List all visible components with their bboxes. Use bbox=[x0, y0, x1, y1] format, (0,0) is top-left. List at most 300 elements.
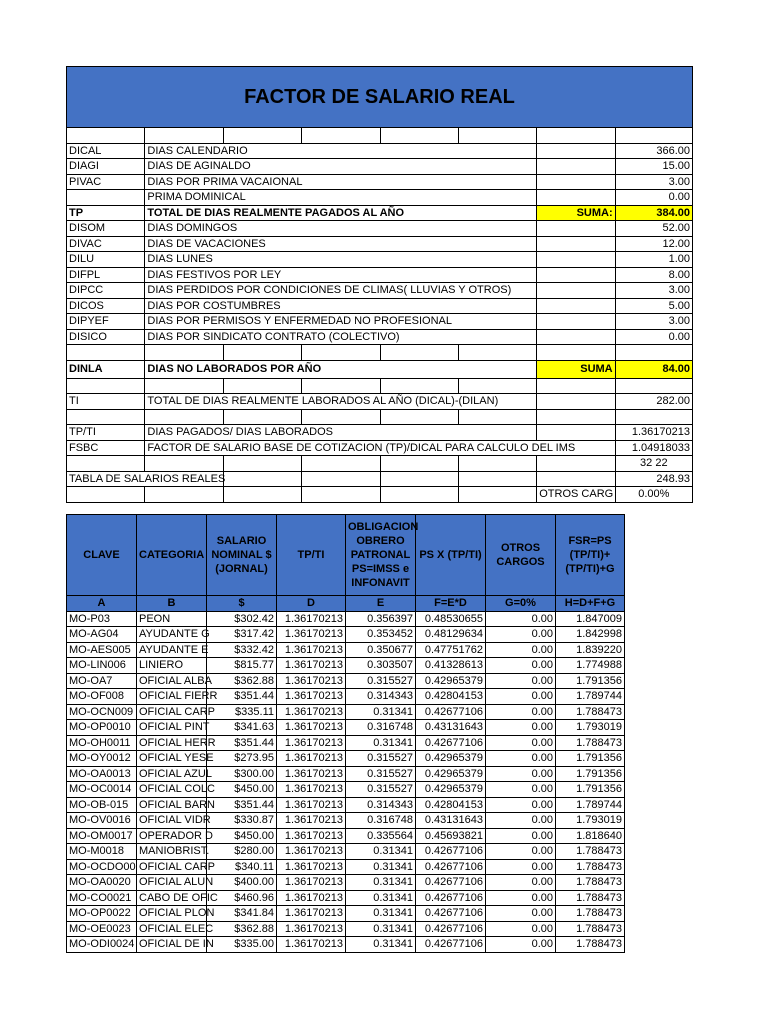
table-cell: MO-OF008 bbox=[67, 689, 137, 705]
table-cell: MO-CO0021 bbox=[67, 890, 137, 906]
table-cell: MO-OV0016 bbox=[67, 813, 137, 829]
table-cell: $400.00 bbox=[207, 875, 277, 891]
table-cell: MO-OCDO00 bbox=[67, 859, 137, 875]
table-cell: 1.793019 bbox=[556, 813, 625, 829]
otros-label: OTROS CARG bbox=[537, 487, 615, 503]
table-row bbox=[67, 642, 625, 658]
spacer-row bbox=[67, 345, 693, 361]
table-cell: 0.00 bbox=[486, 735, 556, 751]
table-cell: 1.791356 bbox=[556, 673, 625, 689]
extra2-value: 248.93 bbox=[615, 471, 692, 487]
table-cell: 0.42677106 bbox=[416, 844, 486, 860]
factor-desc: DIAS CALENDARIO bbox=[145, 143, 537, 159]
table-cell: 1.788473 bbox=[556, 921, 625, 937]
table-cell: 1.36170213 bbox=[277, 751, 346, 767]
spacer-row bbox=[67, 409, 693, 425]
table-cell: 1.788473 bbox=[556, 875, 625, 891]
table-cell: 0.42677106 bbox=[416, 906, 486, 922]
table-cell: 0.42677106 bbox=[416, 735, 486, 751]
tpti-row bbox=[67, 425, 693, 441]
table-cell: 0.00 bbox=[486, 658, 556, 674]
factor-value: 3.00 bbox=[615, 174, 692, 190]
table-cell: 0.316748 bbox=[346, 720, 416, 736]
table-cell: MO-OC0014 bbox=[67, 782, 137, 798]
table-row bbox=[67, 720, 625, 736]
table-cell: 1.36170213 bbox=[277, 828, 346, 844]
factor-row bbox=[67, 252, 693, 268]
table-cell: 0.31341 bbox=[346, 875, 416, 891]
table-cell: 0.00 bbox=[486, 859, 556, 875]
table-cell: 0.315527 bbox=[346, 751, 416, 767]
table-cell: OFICIAL CARP bbox=[137, 704, 207, 720]
table-cell: $317.42 bbox=[207, 627, 277, 643]
factor-value: 12.00 bbox=[615, 236, 692, 252]
table-row bbox=[67, 890, 625, 906]
factor-value: 0.00 bbox=[615, 190, 692, 206]
factor-desc: DIAS POR COSTUMBRES bbox=[145, 298, 537, 314]
factor-code: DICAL bbox=[67, 143, 145, 159]
column-header: OTROS CARGOS bbox=[486, 515, 556, 596]
table-cell: OFICIAL HERR bbox=[137, 735, 207, 751]
table-cell: $302.42 bbox=[207, 611, 277, 627]
factor-desc: DIAS FESTIVOS POR LEY bbox=[145, 267, 537, 283]
table-cell: 0.00 bbox=[486, 937, 556, 953]
table-row bbox=[67, 844, 625, 860]
table-cell: 1.788473 bbox=[556, 890, 625, 906]
table-cell: 1.36170213 bbox=[277, 735, 346, 751]
table-row bbox=[67, 766, 625, 782]
table-cell: 1.36170213 bbox=[277, 875, 346, 891]
factor-value: 3.00 bbox=[615, 314, 692, 330]
dinla-label: SUMA bbox=[537, 360, 615, 378]
table-row bbox=[67, 735, 625, 751]
table-cell: 0.00 bbox=[486, 890, 556, 906]
column-header: OBLIGACION OBRERO PATRONAL PS=IMSS e INFONAVIT bbox=[346, 515, 416, 596]
table-cell: MO-OA0020 bbox=[67, 875, 137, 891]
table-cell: 1.36170213 bbox=[277, 720, 346, 736]
table-cell: $341.63 bbox=[207, 720, 277, 736]
salary-table-wrap bbox=[66, 514, 625, 953]
factor-value: 15.00 bbox=[615, 159, 692, 175]
table-cell: 0.314343 bbox=[346, 797, 416, 813]
table-row bbox=[67, 627, 625, 643]
table-cell: OFICIAL ELEC bbox=[137, 921, 207, 937]
table-cell: MO-OA7 bbox=[67, 673, 137, 689]
table-row bbox=[67, 658, 625, 674]
factor-value: 1.00 bbox=[615, 252, 692, 268]
table-row bbox=[67, 689, 625, 705]
table-cell: OFICIAL PINT bbox=[137, 720, 207, 736]
column-letter: A bbox=[67, 596, 137, 612]
table-cell: 0.00 bbox=[486, 813, 556, 829]
table-cell: MO-M0018 bbox=[67, 844, 137, 860]
table-cell: MO-OM0017 bbox=[67, 828, 137, 844]
factor-desc: DIAS LUNES bbox=[145, 252, 537, 268]
table-row bbox=[67, 751, 625, 767]
table-cell: $335.00 bbox=[207, 937, 277, 953]
table-cell: $300.00 bbox=[207, 766, 277, 782]
table-cell: 1.788473 bbox=[556, 704, 625, 720]
factor-row bbox=[67, 314, 693, 330]
table-cell: 1.36170213 bbox=[277, 689, 346, 705]
ti-desc: TOTAL DE DIAS REALMENTE LABORADOS AL AÑO (DICAL)-(DILAN) bbox=[145, 394, 537, 410]
table-cell: 0.42677106 bbox=[416, 890, 486, 906]
table-cell: 0.45693821 bbox=[416, 828, 486, 844]
table-row bbox=[67, 859, 625, 875]
factor-row bbox=[67, 143, 693, 159]
table-cell: 1.36170213 bbox=[277, 937, 346, 953]
table-cell: 1.36170213 bbox=[277, 642, 346, 658]
table-row bbox=[67, 704, 625, 720]
table-cell: MO-OY0012 bbox=[67, 751, 137, 767]
tpti-value: 1.36170213 bbox=[615, 425, 692, 441]
table-cell: 1.36170213 bbox=[277, 813, 346, 829]
factor-sum-label: SUMA: bbox=[537, 205, 615, 221]
table-cell: $815.77 bbox=[207, 658, 277, 674]
table-cell: 1.36170213 bbox=[277, 906, 346, 922]
table-cell: 0.00 bbox=[486, 751, 556, 767]
table-cell: OFICIAL COLC bbox=[137, 782, 207, 798]
table-cell: OFICIAL AZUL bbox=[137, 766, 207, 782]
table-cell: 0.48530655 bbox=[416, 611, 486, 627]
ti-code: TI bbox=[67, 394, 145, 410]
factor-row bbox=[67, 159, 693, 175]
factor-row bbox=[67, 329, 693, 345]
table-row bbox=[67, 828, 625, 844]
salary-body bbox=[67, 611, 625, 952]
table-cell: 1.791356 bbox=[556, 751, 625, 767]
table-cell: MO-AES005 bbox=[67, 642, 137, 658]
table-row bbox=[67, 673, 625, 689]
table-cell: OFICIAL YESE bbox=[137, 751, 207, 767]
table-cell: 0.42677106 bbox=[416, 921, 486, 937]
table-cell: 0.41328613 bbox=[416, 658, 486, 674]
table-cell: 0.356397 bbox=[346, 611, 416, 627]
factor-row bbox=[67, 236, 693, 252]
table-cell: $351.44 bbox=[207, 689, 277, 705]
table-row bbox=[67, 921, 625, 937]
factor-code: DIAGI bbox=[67, 159, 145, 175]
table-cell: 0.315527 bbox=[346, 782, 416, 798]
table-cell: $362.88 bbox=[207, 673, 277, 689]
spacer-row bbox=[67, 378, 693, 394]
column-letter: F=E*D bbox=[416, 596, 486, 612]
table-cell: 0.00 bbox=[486, 689, 556, 705]
table-cell: 0.48129634 bbox=[416, 627, 486, 643]
table-cell: 0.31341 bbox=[346, 906, 416, 922]
table-cell: 0.00 bbox=[486, 720, 556, 736]
table-cell: $450.00 bbox=[207, 828, 277, 844]
factor-code: TP bbox=[67, 205, 145, 221]
table-cell: $340.11 bbox=[207, 859, 277, 875]
table-cell: 0.350677 bbox=[346, 642, 416, 658]
table-cell: 0.42965379 bbox=[416, 766, 486, 782]
table-row bbox=[67, 906, 625, 922]
table-cell: 1.36170213 bbox=[277, 782, 346, 798]
dinla-desc: DIAS NO LABORADOS POR AÑO bbox=[145, 360, 537, 378]
column-header: PS X (TP/TI) bbox=[416, 515, 486, 596]
table-cell: $351.44 bbox=[207, 735, 277, 751]
table-cell: 0.00 bbox=[486, 673, 556, 689]
table-cell: OPERADOR D bbox=[137, 828, 207, 844]
factor-code: DICOS bbox=[67, 298, 145, 314]
column-header: FSR=PS (TP/TI)+(TP/TI)+G bbox=[556, 515, 625, 596]
table-cell: OFICIAL CARP bbox=[137, 859, 207, 875]
table-cell: 0.315527 bbox=[346, 766, 416, 782]
table-cell: 0.00 bbox=[486, 921, 556, 937]
table-cell: 1.36170213 bbox=[277, 844, 346, 860]
table-cell: 0.42677106 bbox=[416, 875, 486, 891]
table-cell: 0.00 bbox=[486, 782, 556, 798]
table-cell: OFICIAL ALBA bbox=[137, 673, 207, 689]
dinla-code: DINLA bbox=[67, 360, 145, 378]
table-cell: MO-OP0022 bbox=[67, 906, 137, 922]
table-cell: $460.96 bbox=[207, 890, 277, 906]
table-cell: MO-OE0023 bbox=[67, 921, 137, 937]
factor-desc: DIAS PERDIDOS POR CONDICIONES DE CLIMAS( LLUVIAS Y OTROS) bbox=[145, 283, 537, 299]
table-cell: OFICIAL PLON bbox=[137, 906, 207, 922]
factor-value: 366.00 bbox=[615, 143, 692, 159]
table-cell: OFICIAL BARN bbox=[137, 797, 207, 813]
fsbc-desc: FACTOR DE SALARIO BASE DE COTIZACION (TP)/DICAL PARA CALCULO DEL IMS bbox=[145, 440, 615, 456]
table-cell: MO-OA0013 bbox=[67, 766, 137, 782]
table-cell: 0.31341 bbox=[346, 735, 416, 751]
factor-desc: DIAS POR PERMISOS Y ENFERMEDAD NO PROFESIONAL bbox=[145, 314, 537, 330]
otros-row bbox=[67, 487, 693, 503]
tabla-label: TABLA DE SALARIOS REALES bbox=[67, 471, 224, 487]
table-row bbox=[67, 611, 625, 627]
factor-row bbox=[67, 267, 693, 283]
tabla-row bbox=[67, 471, 693, 487]
factor-table bbox=[66, 66, 693, 503]
table-cell: 1.36170213 bbox=[277, 704, 346, 720]
table-cell: 1.36170213 bbox=[277, 627, 346, 643]
table-cell: 0.00 bbox=[486, 797, 556, 813]
otros-value: 0.00% bbox=[615, 487, 692, 503]
factor-value: 5.00 bbox=[615, 298, 692, 314]
extra1-row bbox=[67, 456, 693, 472]
factor-value: 3.00 bbox=[615, 283, 692, 299]
table-cell: 1.789744 bbox=[556, 797, 625, 813]
factor-code: DIFPL bbox=[67, 267, 145, 283]
column-letter: E bbox=[346, 596, 416, 612]
ti-row bbox=[67, 394, 693, 410]
table-cell: $335.11 bbox=[207, 704, 277, 720]
table-cell: 1.791356 bbox=[556, 766, 625, 782]
table-cell: 0.00 bbox=[486, 828, 556, 844]
column-letter: H=D+F+G bbox=[556, 596, 625, 612]
table-cell: 1.36170213 bbox=[277, 890, 346, 906]
table-cell: 1.36170213 bbox=[277, 673, 346, 689]
table-cell: 0.47751762 bbox=[416, 642, 486, 658]
table-cell: 0.31341 bbox=[346, 921, 416, 937]
factor-row bbox=[67, 221, 693, 237]
salary-letters-row bbox=[67, 596, 625, 612]
factor-code: DIPYEF bbox=[67, 314, 145, 330]
table-cell: OFICIAL VIDR bbox=[137, 813, 207, 829]
factor-row bbox=[67, 190, 693, 206]
table-cell: 1.847009 bbox=[556, 611, 625, 627]
table-cell: OFICIAL DE IN bbox=[137, 937, 207, 953]
table-cell: 0.42965379 bbox=[416, 751, 486, 767]
factor-desc: PRIMA DOMINICAL bbox=[145, 190, 537, 206]
table-cell: 0.42965379 bbox=[416, 782, 486, 798]
table-cell: 0.31341 bbox=[346, 937, 416, 953]
table-cell: $332.42 bbox=[207, 642, 277, 658]
column-header: TP/TI bbox=[277, 515, 346, 596]
table-cell: 1.788473 bbox=[556, 859, 625, 875]
table-cell: 0.00 bbox=[486, 906, 556, 922]
table-cell: 0.303507 bbox=[346, 658, 416, 674]
spacer-row bbox=[67, 128, 693, 144]
table-cell: PEON bbox=[137, 611, 207, 627]
table-cell: 0.42804153 bbox=[416, 797, 486, 813]
factor-row bbox=[67, 205, 693, 221]
factor-code: PIVAC bbox=[67, 174, 145, 190]
dinla-row bbox=[67, 360, 693, 378]
table-cell: 1.774988 bbox=[556, 658, 625, 674]
table-cell: 1.788473 bbox=[556, 906, 625, 922]
table-row bbox=[67, 875, 625, 891]
table-cell: 1.36170213 bbox=[277, 658, 346, 674]
table-cell: 0.335564 bbox=[346, 828, 416, 844]
factor-desc: DIAS DOMINGOS bbox=[145, 221, 537, 237]
table-cell: 1.36170213 bbox=[277, 859, 346, 875]
table-cell: 0.314343 bbox=[346, 689, 416, 705]
page-title: FACTOR DE SALARIO REAL bbox=[67, 67, 693, 128]
column-header: CATEGORIA bbox=[137, 515, 207, 596]
factor-row bbox=[67, 298, 693, 314]
table-cell: MO-OH0011 bbox=[67, 735, 137, 751]
table-cell: 0.00 bbox=[486, 766, 556, 782]
salary-header-row bbox=[67, 515, 625, 596]
column-header: SALARIO NOMINAL $ (JORNAL) bbox=[207, 515, 277, 596]
factor-desc: DIAS DE VACACIONES bbox=[145, 236, 537, 252]
column-header: CLAVE bbox=[67, 515, 137, 596]
factor-code: DIPCC bbox=[67, 283, 145, 299]
table-cell: 1.818640 bbox=[556, 828, 625, 844]
table-cell: 0.42804153 bbox=[416, 689, 486, 705]
factor-desc: DIAS POR PRIMA VACAIONAL bbox=[145, 174, 537, 190]
table-row bbox=[67, 797, 625, 813]
table-cell: $341.84 bbox=[207, 906, 277, 922]
table-cell: 1.842998 bbox=[556, 627, 625, 643]
factor-code bbox=[67, 190, 145, 206]
ti-value: 282.00 bbox=[615, 394, 692, 410]
table-cell: MO-OB-015 bbox=[67, 797, 137, 813]
factor-code: DIVAC bbox=[67, 236, 145, 252]
table-cell: 1.788473 bbox=[556, 844, 625, 860]
table-cell: $330.87 bbox=[207, 813, 277, 829]
column-letter: G=0% bbox=[486, 596, 556, 612]
table-cell: $362.88 bbox=[207, 921, 277, 937]
table-cell: 1.36170213 bbox=[277, 611, 346, 627]
table-cell: 0.31341 bbox=[346, 704, 416, 720]
table-cell: MANIOBRIST. bbox=[137, 844, 207, 860]
table-cell: 1.788473 bbox=[556, 735, 625, 751]
column-letter: D bbox=[277, 596, 346, 612]
table-cell: OFICIAL FIERR bbox=[137, 689, 207, 705]
table-cell: AYUDANTE G bbox=[137, 627, 207, 643]
column-letter: B bbox=[137, 596, 207, 612]
table-row bbox=[67, 937, 625, 953]
factor-code: DISOM bbox=[67, 221, 145, 237]
factor-desc: DIAS POR SINDICATO CONTRATO (COLECTIVO) bbox=[145, 329, 537, 345]
table-cell: 0.316748 bbox=[346, 813, 416, 829]
table-cell: 0.42677106 bbox=[416, 704, 486, 720]
factor-value: 8.00 bbox=[615, 267, 692, 283]
fsbc-row bbox=[67, 440, 693, 456]
table-cell: OFICIAL ALUN bbox=[137, 875, 207, 891]
table-cell: 1.793019 bbox=[556, 720, 625, 736]
table-cell: 0.31341 bbox=[346, 844, 416, 860]
table-cell: $351.44 bbox=[207, 797, 277, 813]
table-cell: CABO DE OFIC bbox=[137, 890, 207, 906]
table-cell: 0.43131643 bbox=[416, 813, 486, 829]
table-cell: $450.00 bbox=[207, 782, 277, 798]
table-cell: 1.839220 bbox=[556, 642, 625, 658]
table-cell: MO-OCN009 bbox=[67, 704, 137, 720]
table-cell: 1.36170213 bbox=[277, 766, 346, 782]
tpti-code: TP/TI bbox=[67, 425, 145, 441]
table-cell: 0.31341 bbox=[346, 890, 416, 906]
table-cell: 1.36170213 bbox=[277, 921, 346, 937]
fsbc-value: 1.04918033 bbox=[615, 440, 692, 456]
table-cell: 0.43131643 bbox=[416, 720, 486, 736]
factor-row bbox=[67, 283, 693, 299]
factor-value: 52.00 bbox=[615, 221, 692, 237]
factor-desc: TOTAL DE DIAS REALMENTE PAGADOS AL AÑO bbox=[145, 205, 537, 221]
table-cell: 0.00 bbox=[486, 704, 556, 720]
table-cell: $273.95 bbox=[207, 751, 277, 767]
factor-row bbox=[67, 174, 693, 190]
table-cell: 0.00 bbox=[486, 642, 556, 658]
table-cell: MO-P03 bbox=[67, 611, 137, 627]
table-cell: LINIERO bbox=[137, 658, 207, 674]
table-cell: 0.42677106 bbox=[416, 937, 486, 953]
table-cell: MO-OP0010 bbox=[67, 720, 137, 736]
tpti-desc: DIAS PAGADOS/ DIAS LABORADOS bbox=[145, 425, 537, 441]
table-cell: 0.31341 bbox=[346, 859, 416, 875]
table-cell: AYUDANTE E bbox=[137, 642, 207, 658]
salary-table bbox=[66, 514, 625, 953]
table-cell: 0.353452 bbox=[346, 627, 416, 643]
table-cell: 0.00 bbox=[486, 611, 556, 627]
table-row bbox=[67, 782, 625, 798]
table-cell: 1.36170213 bbox=[277, 797, 346, 813]
table-cell: 0.00 bbox=[486, 627, 556, 643]
table-cell: 0.42677106 bbox=[416, 859, 486, 875]
table-cell: 0.00 bbox=[486, 875, 556, 891]
table-cell: 1.789744 bbox=[556, 689, 625, 705]
table-cell: MO-ODI0024 bbox=[67, 937, 137, 953]
table-cell: 1.791356 bbox=[556, 782, 625, 798]
factor-code: DISICO bbox=[67, 329, 145, 345]
table-cell: 0.42965379 bbox=[416, 673, 486, 689]
extra1-value: 32 22 bbox=[615, 456, 692, 472]
table-cell: $280.00 bbox=[207, 844, 277, 860]
table-cell: 0.315527 bbox=[346, 673, 416, 689]
factor-value: 384.00 bbox=[615, 205, 692, 221]
table-row bbox=[67, 813, 625, 829]
factor-desc: DIAS DE AGINALDO bbox=[145, 159, 537, 175]
factor-value: 0.00 bbox=[615, 329, 692, 345]
dinla-value: 84.00 bbox=[615, 360, 692, 378]
factor-code: DILU bbox=[67, 252, 145, 268]
table-cell: 0.00 bbox=[486, 844, 556, 860]
factor-sheet bbox=[66, 66, 693, 503]
column-letter: $ bbox=[207, 596, 277, 612]
